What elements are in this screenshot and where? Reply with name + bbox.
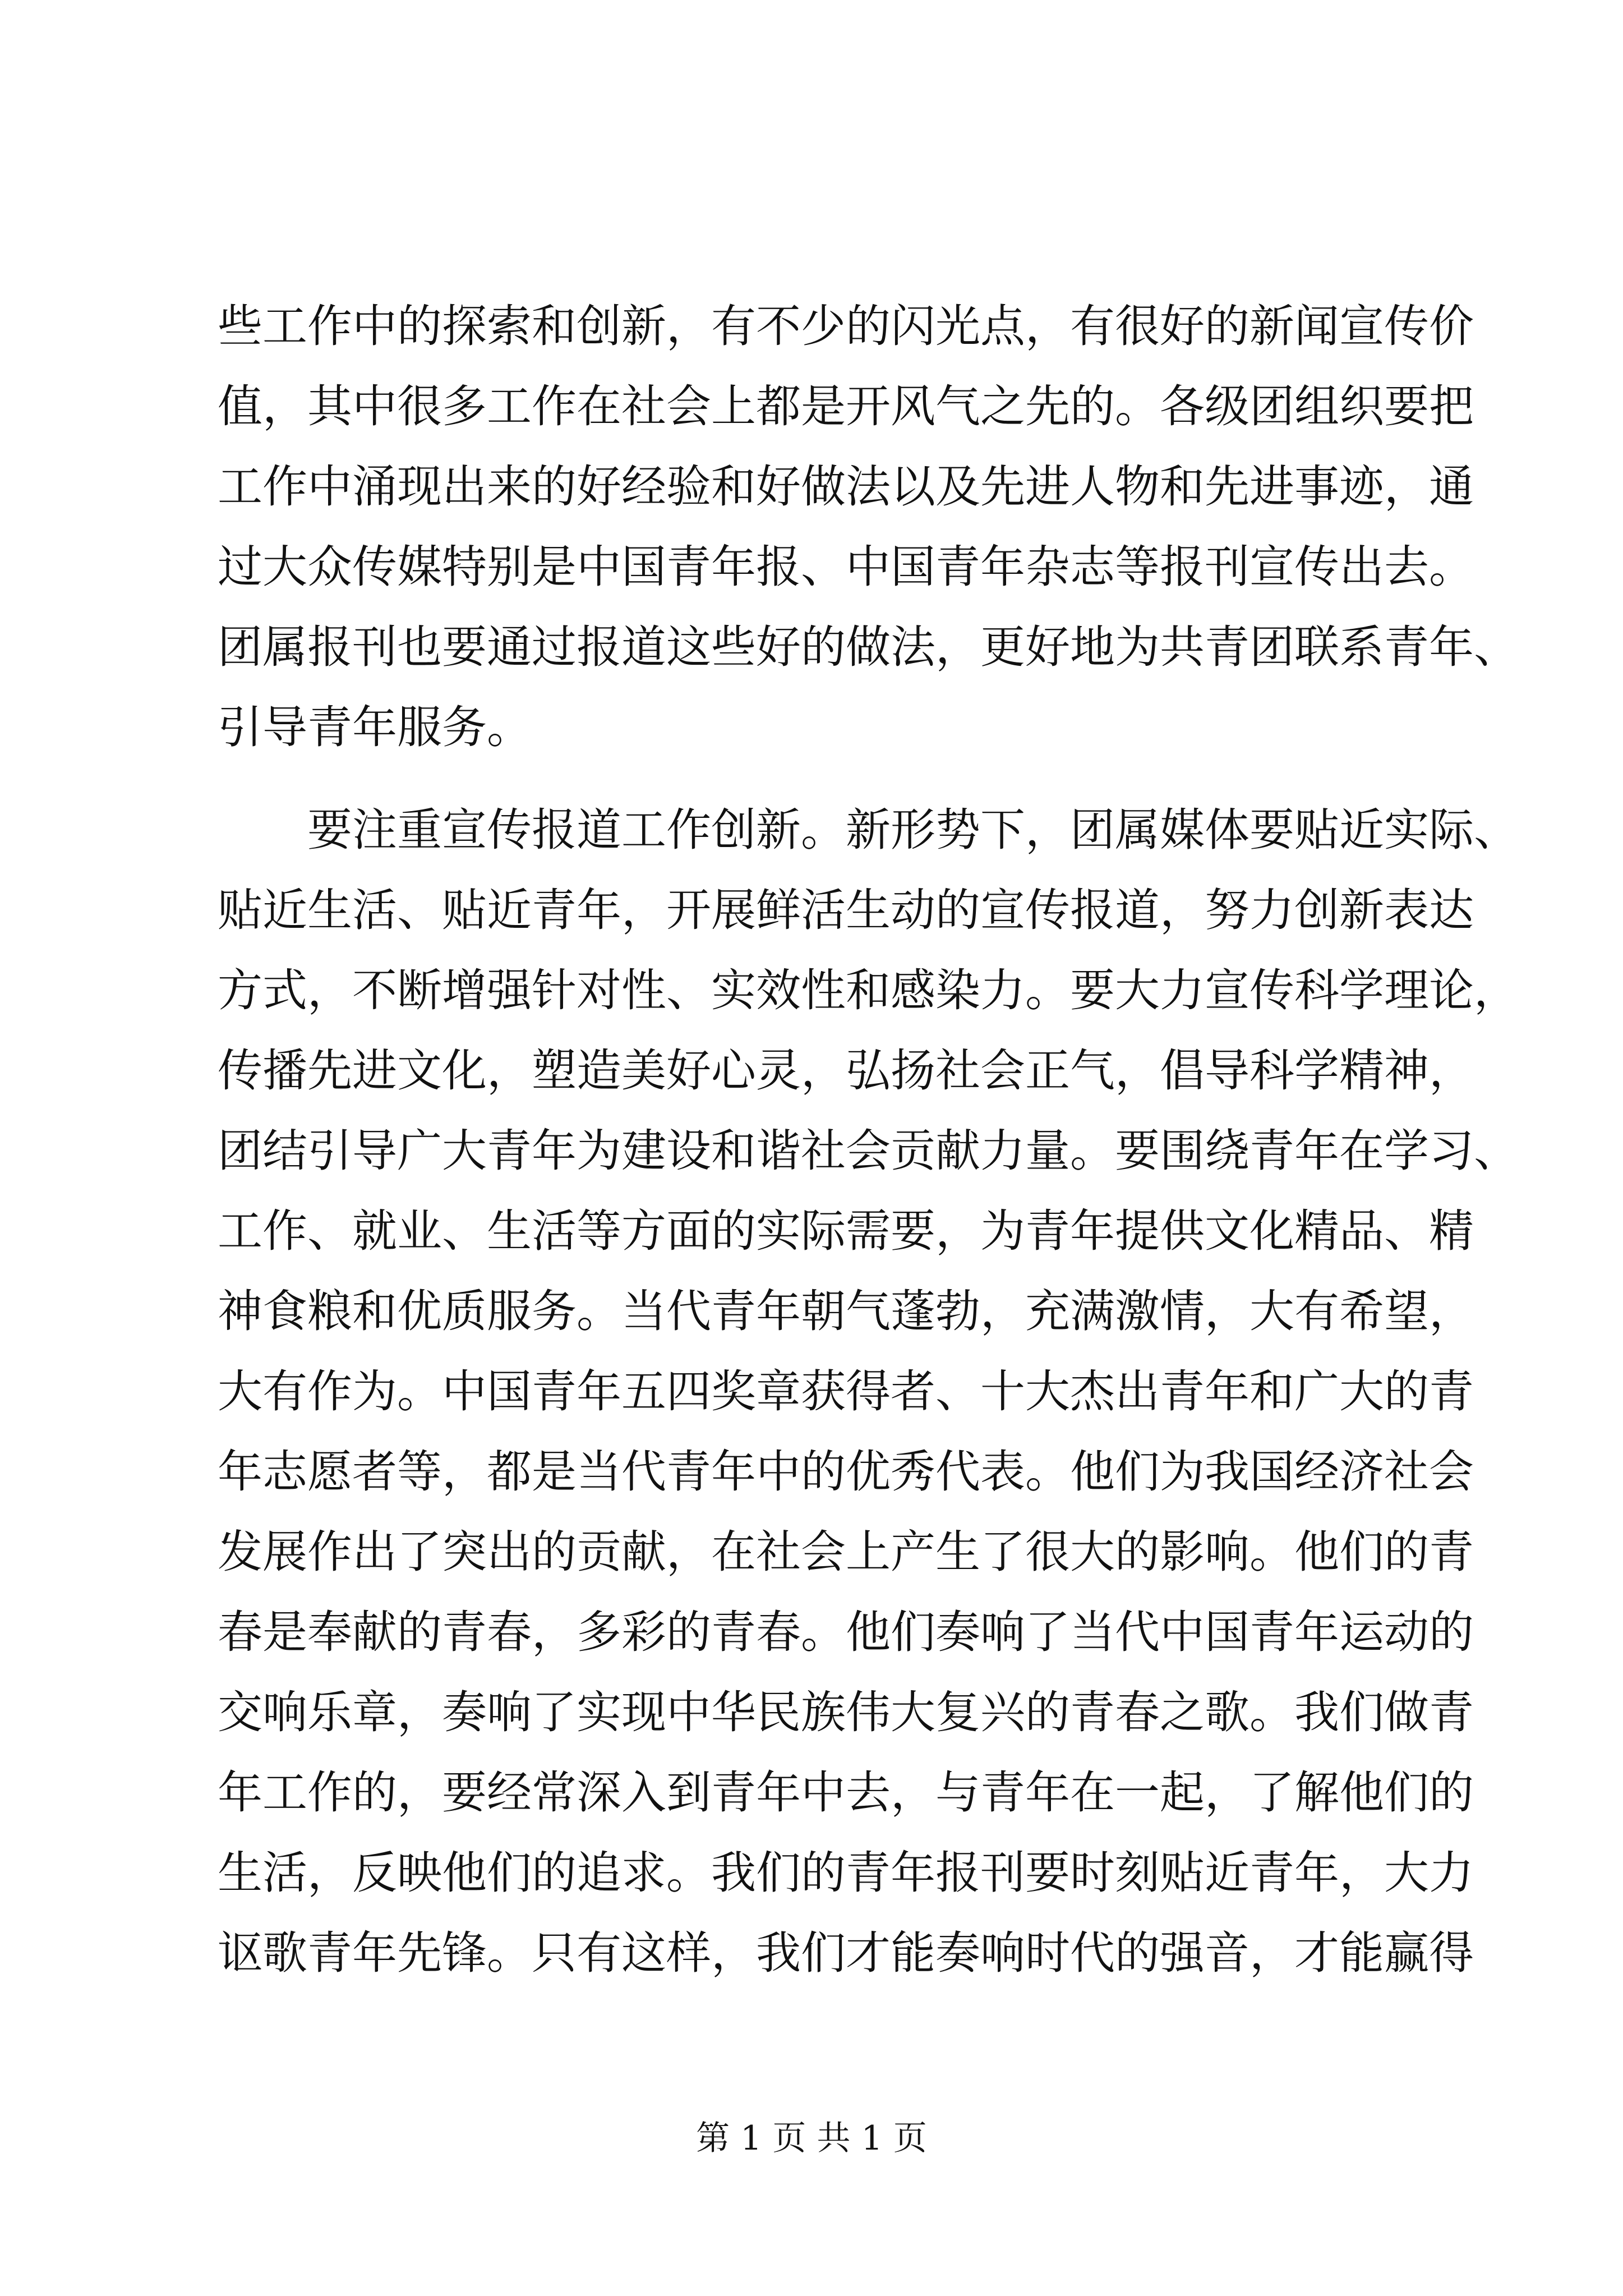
paragraph-1 [218,286,1519,767]
text-line: 讴歌青年先锋。只有这样，我们才能奏响时代的强音，才能赢得 [218,1927,1474,1979]
document-body [218,286,1519,1993]
text-line: 方式，不断增强针对性、实效性和感染力。要大力宣传科学理论， [218,964,1519,1016]
text-line: 大有作为。中国青年五四奖章获得者、十大杰出青年和广大的青 [218,1365,1474,1418]
text-line: 交响乐章，奏响了实现中华民族伟大复兴的青春之歌。我们做青 [218,1686,1474,1738]
text-line: 工作中涌现出来的好经验和好做法以及先进人物和先进事迹，通 [218,461,1474,513]
paragraph-spacer [218,767,1401,790]
text-line: 春是奉献的青春，多彩的青春。他们奏响了当代中国青年运动的 [218,1606,1474,1658]
text-line: 团结引导广大青年为建设和谐社会贡献力量。要围绕青年在学习、 [218,1125,1519,1177]
text-line: 传播先进文化，塑造美好心灵，弘扬社会正气，倡导科学精神， [218,1045,1474,1097]
text-line: 值，其中很多工作在社会上都是开风气之先的。各级团组织要把 [218,380,1474,432]
page-number-footer: 第 1 页 共 1 页 [696,2119,927,2158]
text-line: 神食粮和优质服务。当代青年朝气蓬勃，充满激情，大有希望， [218,1285,1474,1337]
text-line: 生活，反映他们的追求。我们的青年报刊要时刻贴近青年，大力 [218,1847,1474,1899]
text-line: 引导青年服务。 [218,701,532,753]
text-line: 过大众传媒特别是中国青年报、中国青年杂志等报刊宣传出去。 [218,541,1474,593]
text-line: 团属报刊也要通过报道这些好的做法，更好地为共青团联系青年、 [218,621,1519,673]
text-line: 年志愿者等，都是当代青年中的优秀代表。他们为我国经济社会 [218,1446,1474,1498]
text-line: 年工作的，要经常深入到青年中去，与青年在一起，了解他们的 [218,1766,1474,1819]
text-line: 发展作出了突出的贡献，在社会上产生了很大的影响。他们的青 [218,1526,1474,1578]
paragraph-2 [218,790,1519,1993]
text-line: 贴近生活、贴近青年，开展鲜活生动的宣传报道，努力创新表达 [218,884,1474,936]
text-line: 工作、就业、生活等方面的实际需要，为青年提供文化精品、精 [218,1205,1474,1257]
text-line: 些工作中的探索和创新，有不少的闪光点，有很好的新闻宣传价 [218,300,1474,352]
text-line: 要注重宣传报道工作创新。新形势下，团属媒体要贴近实际、 [307,804,1519,856]
